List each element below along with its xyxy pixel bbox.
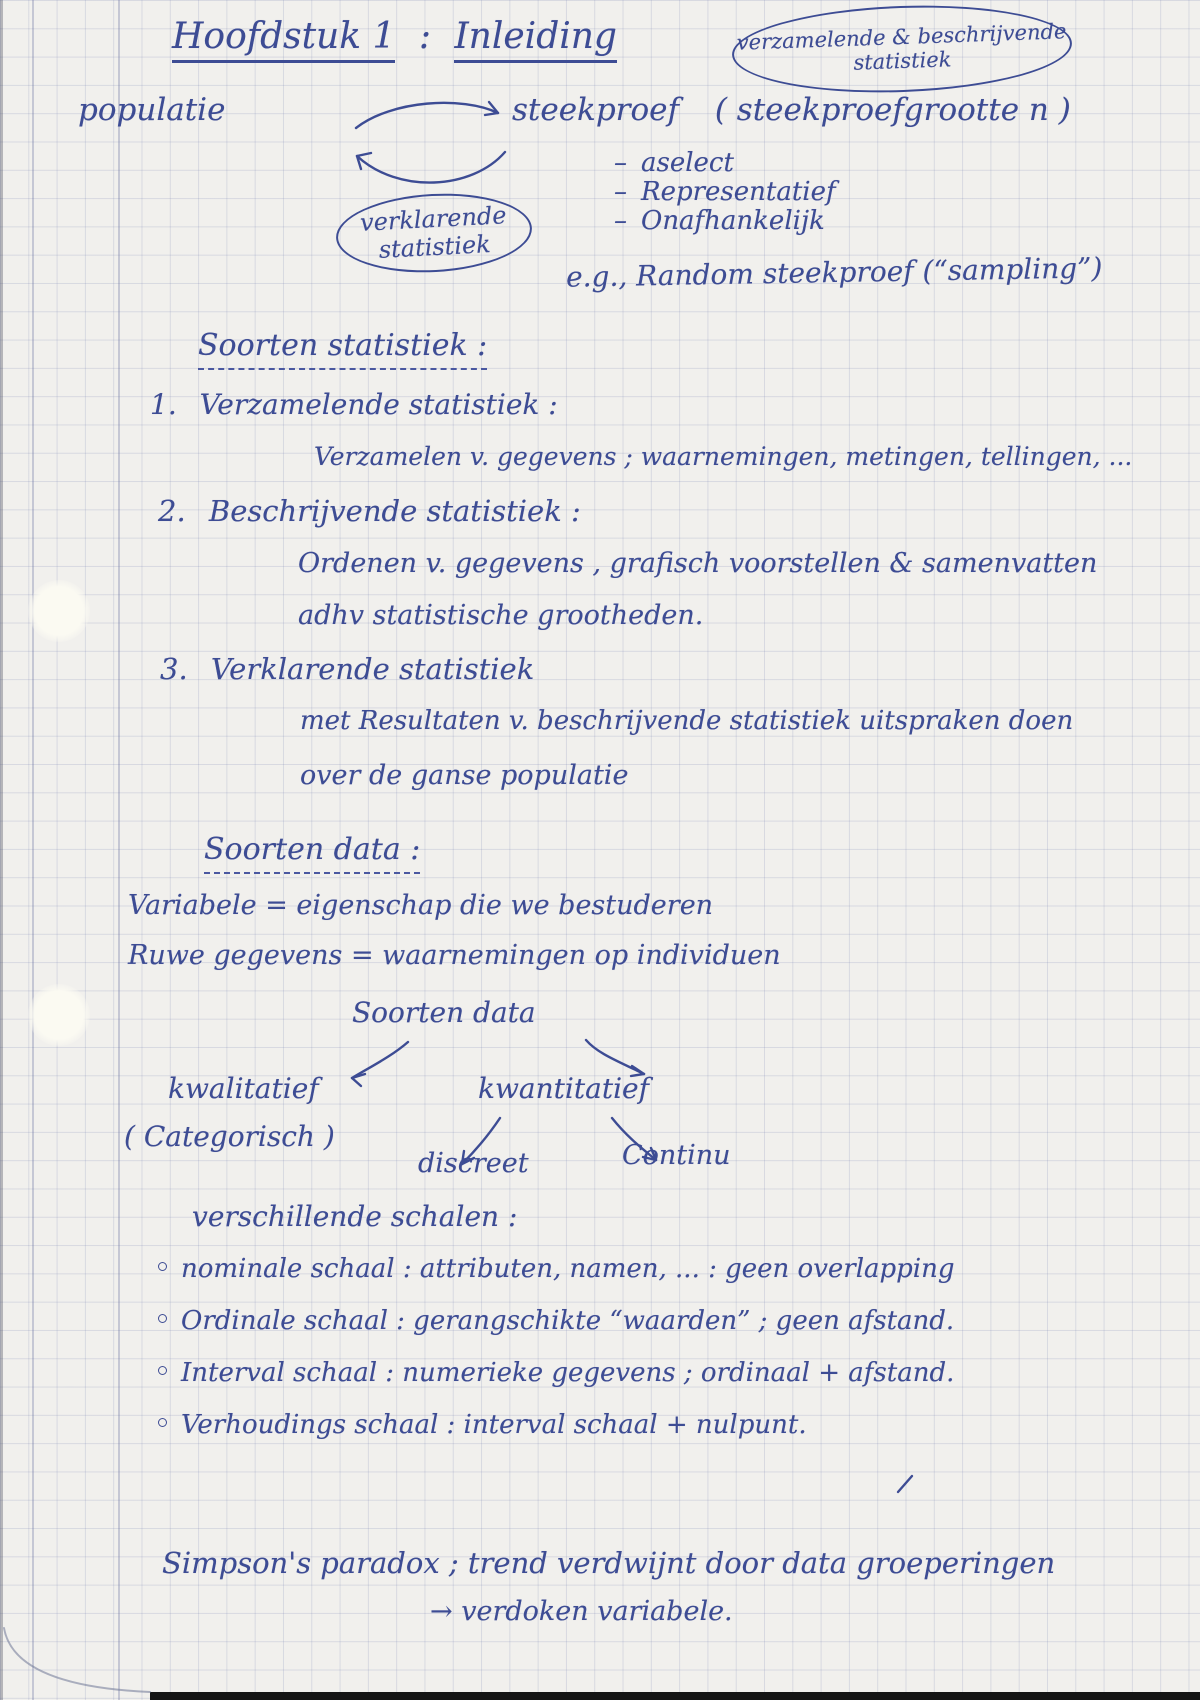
tree-left-sub-categorisch: ( Categorisch ) [124, 1120, 335, 1153]
tree-leaf-discreet: discreet [418, 1148, 529, 1179]
tree-right-kwantitatief: kwantitatief [478, 1072, 649, 1105]
definition-variabele: Variabele = eigenschap die we bestuderen [128, 890, 714, 921]
item-number: 1. [150, 388, 177, 421]
tree-left-kwalitatief: kwalitatief [168, 1072, 319, 1105]
simpson-paradox-line1: Simpson's paradox ; trend verdwijnt door data groeperingen [162, 1546, 1056, 1580]
heading-text: Soorten data : [204, 832, 420, 874]
bullet-icon [158, 1366, 167, 1375]
property-label: Representatief [641, 177, 836, 207]
stray-pen-mark [898, 1476, 912, 1492]
title-chapter: Hoofdstuk 1 [172, 16, 395, 63]
arrow-population-to-sample [356, 103, 498, 128]
annotation-bubble-collect-describe [731, 0, 1074, 98]
item-3-desc-line2: over de ganse populatie [300, 760, 629, 791]
scale-bullet-verhoudings [158, 1410, 807, 1440]
section-heading-soorten-data [204, 832, 420, 867]
title-colon: : [418, 16, 431, 57]
bubble-line2: statistiek [853, 47, 952, 75]
sample-word: steekproef [512, 92, 679, 128]
property-onafhankelijk [614, 206, 825, 236]
bullet-text: Interval schaal : numerieke gegevens ; ordinaal + afstand. [181, 1358, 955, 1388]
annotation-bubble-explanatory [334, 189, 534, 277]
property-representatief [614, 177, 836, 207]
arrow-tree-left [352, 1042, 408, 1078]
item-1-desc: Verzamelen v. gegevens ; waarnemingen, metingen, tellingen, ... [314, 442, 1133, 471]
arrowhead-left-icon [357, 153, 371, 169]
page-corner-curve [4, 1628, 150, 1692]
bullet-text: Ordinale schaal : gerangschikte “waarden” ; geen afstand. [181, 1306, 955, 1336]
sample-size-note: ( steekproefgrootte n ) [714, 92, 1071, 128]
sample-label [512, 92, 1071, 128]
population-label: populatie [78, 92, 226, 128]
definition-ruwe-gegevens: Ruwe gegevens = waarnemingen op individuen [128, 940, 781, 971]
section-heading-soorten-statistiek [198, 328, 487, 363]
arrowhead-down-left-icon [352, 1074, 365, 1086]
return-bubble-line2: statistiek [378, 230, 492, 264]
scale-bullet-nominale [158, 1254, 955, 1284]
page-left-edge [0, 0, 3, 1700]
dash-icon: – [614, 206, 627, 236]
section-heading-schalen: verschillende schalen : [192, 1200, 518, 1233]
scale-bullet-interval [158, 1358, 954, 1388]
property-aselect [614, 148, 734, 178]
bullet-text: nominale schaal : attributen, namen, ... : geen overlapping [181, 1254, 955, 1284]
list-item-3 [160, 652, 534, 686]
property-label: Onafhankelijk [641, 206, 825, 236]
arrowhead-right-icon [485, 102, 498, 115]
list-item-2 [158, 494, 581, 528]
scan-edge-bar [150, 1692, 1200, 1700]
bullet-icon [158, 1314, 167, 1323]
dash-icon: – [614, 148, 627, 178]
property-label: aselect [641, 148, 734, 178]
margin-line [118, 0, 120, 1700]
arrow-tree-right [586, 1040, 644, 1074]
example-note: e.g., Random steekproef (“sampling”) [565, 251, 1103, 294]
return-bubble-line1: verklarende [359, 201, 508, 237]
title-subject: Inleiding [454, 16, 617, 63]
margin-line [32, 0, 34, 1700]
tree-root: Soorten data [352, 996, 536, 1029]
item-number: 3. [160, 652, 188, 686]
punch-hole [28, 580, 90, 642]
item-title: Verzamelende statistiek : [199, 388, 558, 421]
bullet-icon [158, 1262, 167, 1271]
item-2-desc-line2: adhv statistische grootheden. [298, 600, 704, 631]
heading-text: Soorten statistiek : [198, 328, 487, 370]
item-title: Verklarende statistiek [210, 652, 535, 686]
item-3-desc-line1: met Resultaten v. beschrijvende statistiek uitspraken doen [300, 706, 1074, 736]
bubble-line1: verzamelende & beschrijvende [736, 19, 1067, 55]
tree-leaf-continu: Continu [622, 1140, 731, 1171]
bullet-icon [158, 1418, 167, 1427]
dash-icon: – [614, 177, 627, 207]
scale-bullet-ordinale [158, 1306, 954, 1336]
item-title: Beschrijvende statistiek : [208, 494, 581, 528]
item-2-desc-line1: Ordenen v. gegevens , grafisch voorstellen & samenvatten [298, 548, 1098, 579]
simpson-paradox-line2: → verdoken variabele. [430, 1596, 733, 1627]
arrow-sample-to-population [357, 152, 505, 183]
list-item-1 [150, 388, 558, 421]
item-number: 2. [158, 494, 186, 528]
punch-hole [28, 984, 90, 1046]
page-title [172, 16, 617, 57]
bullet-text: Verhoudings schaal : interval schaal + nulpunt. [181, 1410, 807, 1440]
